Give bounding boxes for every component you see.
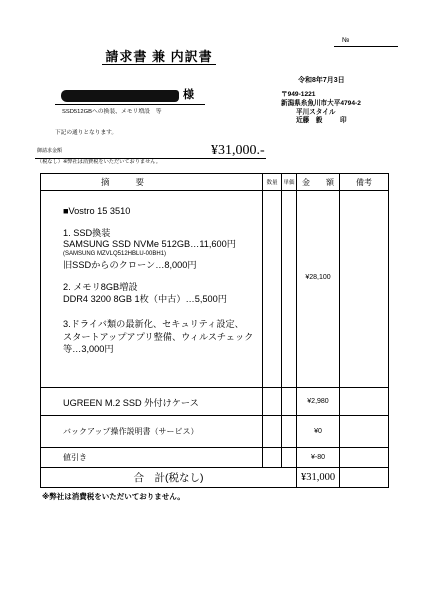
unit-price-cell bbox=[282, 448, 297, 468]
header-description: 摘 要 bbox=[41, 174, 263, 191]
invoice-intro: 下記の通りとなります。 bbox=[55, 130, 118, 136]
table-row bbox=[41, 388, 389, 416]
recipient-honorific: 様 bbox=[183, 89, 194, 101]
unit-price-cell bbox=[282, 191, 297, 388]
table-row bbox=[41, 191, 389, 388]
issue-date: 令和8年7月3日 bbox=[298, 77, 345, 84]
quantity-cell bbox=[263, 448, 282, 468]
quantity-cell bbox=[263, 191, 282, 388]
invoice-table bbox=[40, 173, 389, 488]
description-cell: 値引き bbox=[41, 448, 263, 468]
amount-cell: ¥-80 bbox=[297, 448, 340, 468]
amount-cell: ¥0 bbox=[297, 416, 340, 448]
header-amount: 金 額 bbox=[297, 174, 340, 191]
amount-cell: ¥28,100 bbox=[297, 191, 340, 388]
total-amount: ¥31,000 bbox=[297, 468, 340, 488]
item-task-setup-line: 等…3,000円 bbox=[63, 343, 114, 354]
issuer-address: 新潟県糸魚川市大平4794-2 bbox=[281, 100, 361, 107]
total-label: 合 計(税なし) bbox=[41, 468, 297, 488]
item-task-memory-part: DDR4 3200 8GB 1枚（中古）…5,500円 bbox=[63, 293, 227, 304]
remarks-cell bbox=[340, 468, 389, 488]
remarks-cell bbox=[340, 416, 389, 448]
issuer-postal-code: 〒949-1221 bbox=[281, 91, 316, 98]
unit-price-cell bbox=[282, 416, 297, 448]
description-cell: バックアップ操作説明書（サービス） bbox=[41, 416, 263, 448]
item-device-name: ■Vostro 15 3510 bbox=[63, 206, 131, 216]
item-task-setup-line: スタートアップアプリ整備、ウィルスチェック bbox=[63, 331, 254, 342]
item-description-block bbox=[41, 191, 262, 386]
document-number-label: № bbox=[342, 37, 350, 44]
table-header-row bbox=[41, 174, 389, 191]
document-title: 請求書 兼 内訳書 bbox=[102, 49, 216, 65]
item-task-ssd-title: 1. SSD換装 bbox=[63, 227, 111, 238]
issuer-seal-mark: 印 bbox=[340, 117, 347, 124]
item-task-ssd-part: SAMSUNG SSD NVMe 512GB…11,600円 bbox=[63, 238, 236, 249]
remarks-cell bbox=[340, 191, 389, 388]
recipient-line bbox=[55, 87, 205, 105]
item-task-ssd-model-number: (SAMSUNG MZVLQ512HBLU-00BH1) bbox=[63, 250, 167, 257]
unit-price-cell bbox=[282, 388, 297, 416]
item-task-setup-line: 3.ドライバ類の最新化、セキュリティ設定、 bbox=[63, 318, 244, 329]
quantity-cell bbox=[263, 416, 282, 448]
item-task-ssd-clone: 旧SSDからのクローン…8,000円 bbox=[63, 259, 197, 270]
header-remarks: 備考 bbox=[340, 174, 389, 191]
quantity-cell bbox=[263, 388, 282, 416]
header-unit-price: 単価 bbox=[282, 174, 297, 191]
total-row bbox=[41, 468, 389, 488]
table-row bbox=[41, 448, 389, 468]
amount-cell: ¥2,980 bbox=[297, 388, 340, 416]
billing-amount-label: 御請求金額 bbox=[37, 148, 63, 154]
footer-note: ※弊社は消費税をいただいておりません。 bbox=[42, 492, 185, 501]
billing-amount-value: ¥31,000.- bbox=[211, 143, 265, 158]
issuer-company: 平川スタイル bbox=[296, 109, 336, 116]
document-number-field bbox=[334, 35, 398, 47]
tax-note: （税なし）※弊社は消費税をいただいておりません。 bbox=[37, 159, 161, 165]
description-cell: UGREEN M.2 SSD 外付けケース bbox=[41, 388, 263, 416]
remarks-cell bbox=[340, 388, 389, 416]
header-quantity: 数量 bbox=[263, 174, 282, 191]
description-cell bbox=[41, 191, 263, 388]
issuer-name: 近藤 毅 bbox=[296, 117, 323, 124]
remarks-cell bbox=[340, 448, 389, 468]
invoice-subject: SSD512GBへの換装、メモリ増設 等 bbox=[62, 109, 162, 115]
table-row bbox=[41, 416, 389, 448]
redacted-name bbox=[61, 90, 179, 102]
item-task-memory-title: 2. メモリ8GB増設 bbox=[63, 281, 138, 292]
